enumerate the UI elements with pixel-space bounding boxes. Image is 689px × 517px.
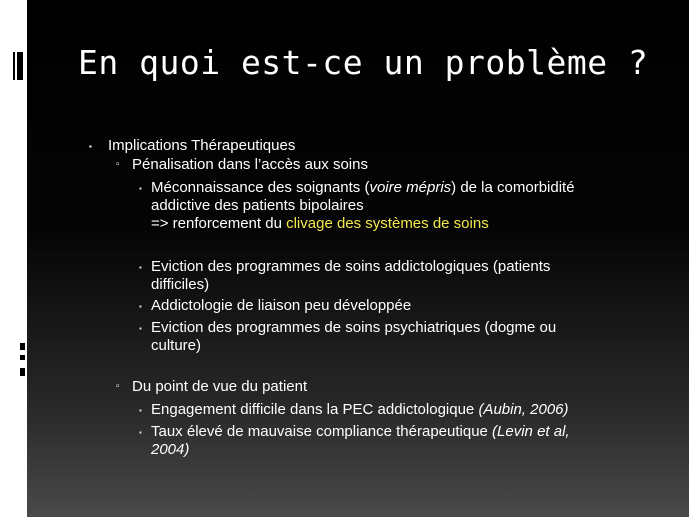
section2-bullet: ▫ — [116, 381, 120, 392]
section2-item1-bullet: ▪ — [139, 406, 142, 415]
level1-text: Implications Thérapeutiques — [108, 137, 296, 154]
section1-bullet: ▫ — [116, 159, 120, 170]
section1-item3-bullet: ▪ — [139, 302, 142, 311]
section2-item2-bullet: ▪ — [139, 428, 142, 437]
section2-item1-line: Engagement difficile dans la PEC addictologique (Aubin, 2006) — [151, 401, 569, 418]
slide-title: En quoi est-ce un problème ? — [78, 43, 649, 82]
decor-mark — [20, 343, 25, 350]
section1-item4-bullet: ▪ — [139, 324, 142, 333]
section1-item1-bullet: ▪ — [139, 184, 142, 193]
decor-mark — [13, 52, 15, 80]
level1-bullet: ▪ — [89, 142, 92, 151]
decor-mark — [20, 355, 25, 360]
section1-item4-line1: Eviction des programmes de soins psychiatriques (dogme ou — [151, 319, 557, 336]
section2-item2-line1: Taux élevé de mauvaise compliance thérapeutique (Levin et al, — [151, 423, 570, 440]
section1-item1-line2: addictive des patients bipolaires — [151, 197, 364, 214]
section1-item2-line1: Eviction des programmes de soins addictologiques (patients — [151, 258, 551, 275]
decor-mark — [20, 368, 25, 376]
section1-item4-line2: culture) — [151, 337, 202, 354]
section2-text: Du point de vue du patient — [132, 378, 308, 395]
section1-item1-line1: Méconnaissance des soignants (voire mépris) de la comorbidité — [151, 179, 575, 196]
highlight-text: clivage des systèmes de soins — [286, 215, 489, 232]
section1-item3-line1: Addictologie de liaison peu développée — [151, 297, 412, 314]
section2-item2-line2: 2004) — [151, 441, 190, 458]
section1-item2-line2: difficiles) — [151, 276, 210, 293]
left-decorative-strip — [0, 0, 27, 517]
section1-item1-line3: => renforcement du clivage des systèmes de soins — [151, 215, 489, 232]
section1-text: Pénalisation dans l’accès aux soins — [132, 156, 368, 173]
section1-item2-bullet: ▪ — [139, 263, 142, 272]
decor-mark — [17, 52, 23, 80]
